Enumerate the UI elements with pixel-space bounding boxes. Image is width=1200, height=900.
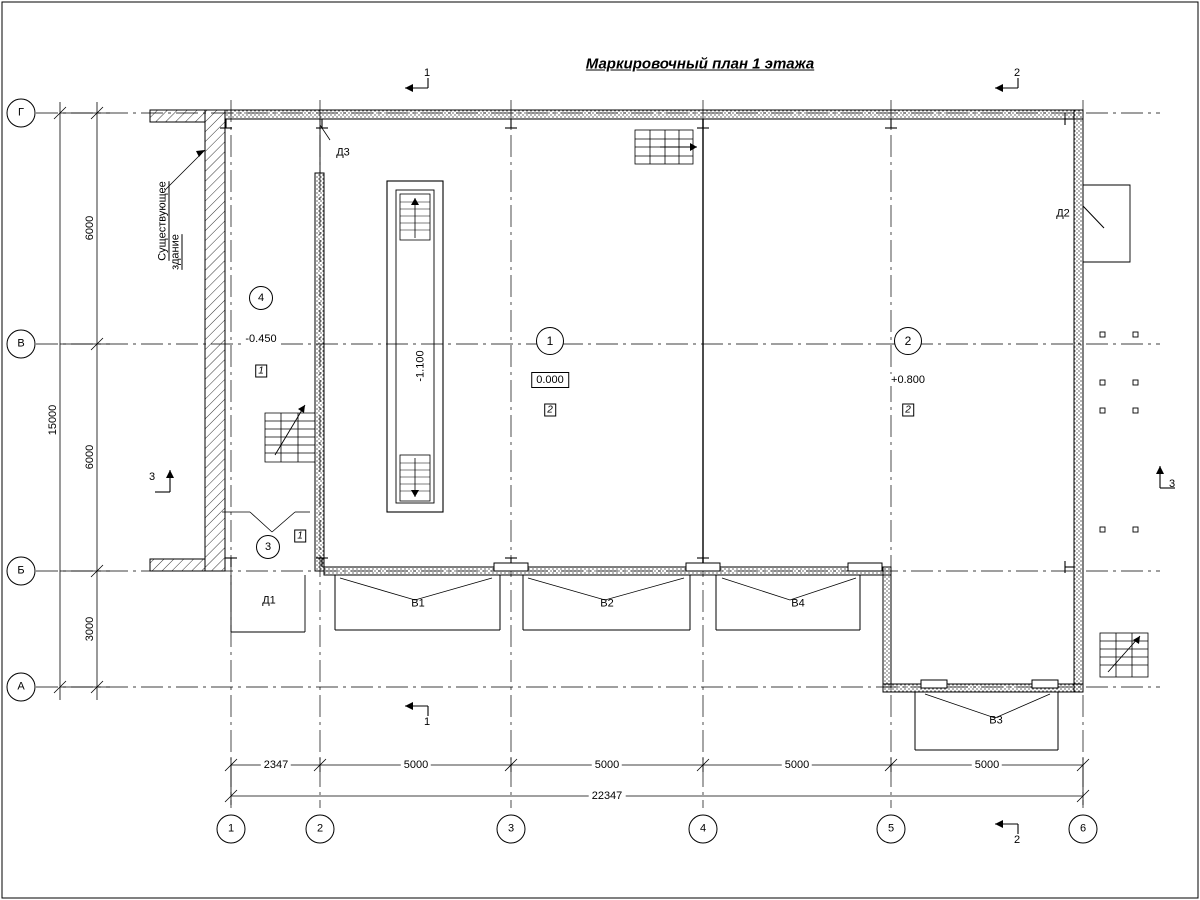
- axis-label-a: А: [17, 680, 25, 693]
- axis-label-b: Б: [17, 564, 25, 577]
- door-label-d2: Д2: [1056, 207, 1070, 220]
- axis-label-3: 3: [507, 822, 515, 835]
- room-4-note: 1: [255, 365, 267, 378]
- dim-horizontal-1: 2347: [261, 759, 291, 771]
- inspection-pit: [387, 181, 443, 512]
- section-marks: [155, 78, 1175, 834]
- window-label-v4: В4: [791, 597, 805, 610]
- axis-label-2: 2: [316, 822, 324, 835]
- dim-vertical-3: 3000: [84, 614, 96, 644]
- room-2-note: 2: [902, 404, 914, 417]
- dim-horizontal-3: 5000: [592, 759, 622, 771]
- dimension-bottom: [225, 758, 1089, 805]
- section-number-left: 3: [148, 471, 156, 483]
- dimension-left: [54, 102, 110, 700]
- dim-vertical-2: 6000: [84, 442, 96, 472]
- door-label-d1: Д1: [262, 594, 276, 607]
- building-walls: [150, 110, 1083, 692]
- existing-building-wall: [150, 110, 225, 571]
- window-label-v3: В3: [989, 714, 1003, 727]
- room-4-elevation: -0.450: [245, 333, 277, 345]
- pier-dots-right: [1100, 332, 1138, 532]
- window-label-v2: В2: [600, 597, 614, 610]
- pit-elevation: -1.100: [414, 350, 427, 382]
- room-2-elevation: +0.800: [891, 374, 925, 386]
- section-number-right: 3: [1168, 478, 1176, 490]
- window-label-v1: В1: [411, 597, 425, 610]
- existing-building-leader: [165, 150, 205, 190]
- dim-horizontal-4: 5000: [782, 759, 812, 771]
- entrance-platform-right: [1083, 185, 1130, 262]
- section-number-bottom-right: 2: [1013, 834, 1021, 846]
- room-label-1: 1: [536, 327, 564, 355]
- dim-horizontal-2: 5000: [401, 759, 431, 771]
- room-1-elevation: 0.000: [531, 372, 569, 388]
- window-markers: [335, 563, 1058, 750]
- room-3-note: 1: [294, 530, 306, 543]
- stair-right-lower: [1100, 633, 1148, 677]
- dim-vertical-total: 15000: [47, 402, 59, 439]
- door-label-d3: Д3: [336, 146, 350, 159]
- stair-left: [265, 405, 315, 462]
- axis-label-6: 6: [1079, 822, 1087, 835]
- axis-label-1: 1: [227, 822, 235, 835]
- axis-label-5: 5: [887, 822, 895, 835]
- axis-label-4: 4: [699, 822, 707, 835]
- axis-label-v: В: [17, 337, 25, 350]
- column-marks: [220, 113, 1074, 573]
- door-d3-leader: [320, 125, 330, 140]
- section-number-top-left: 1: [423, 67, 431, 79]
- room-label-2: 2: [894, 327, 922, 355]
- axis-label-g: Г: [18, 106, 24, 119]
- section-number-bottom-left: 1: [423, 716, 431, 728]
- page-title: Маркировочный план 1 этажа: [585, 55, 815, 73]
- existing-building-label-line2: здание: [169, 234, 182, 270]
- dim-horizontal-total: 22347: [589, 790, 626, 802]
- room-label-3: 3: [256, 535, 280, 559]
- room-label-4: 4: [249, 286, 273, 310]
- door-swings: [231, 119, 1104, 632]
- section-number-top-right: 2: [1013, 67, 1021, 79]
- existing-building-label-line1: Существующее: [156, 181, 169, 261]
- room-1-note: 2: [544, 404, 556, 417]
- dim-horizontal-5: 5000: [972, 759, 1002, 771]
- stair-upper: [635, 130, 697, 164]
- dim-vertical-1: 6000: [84, 213, 96, 243]
